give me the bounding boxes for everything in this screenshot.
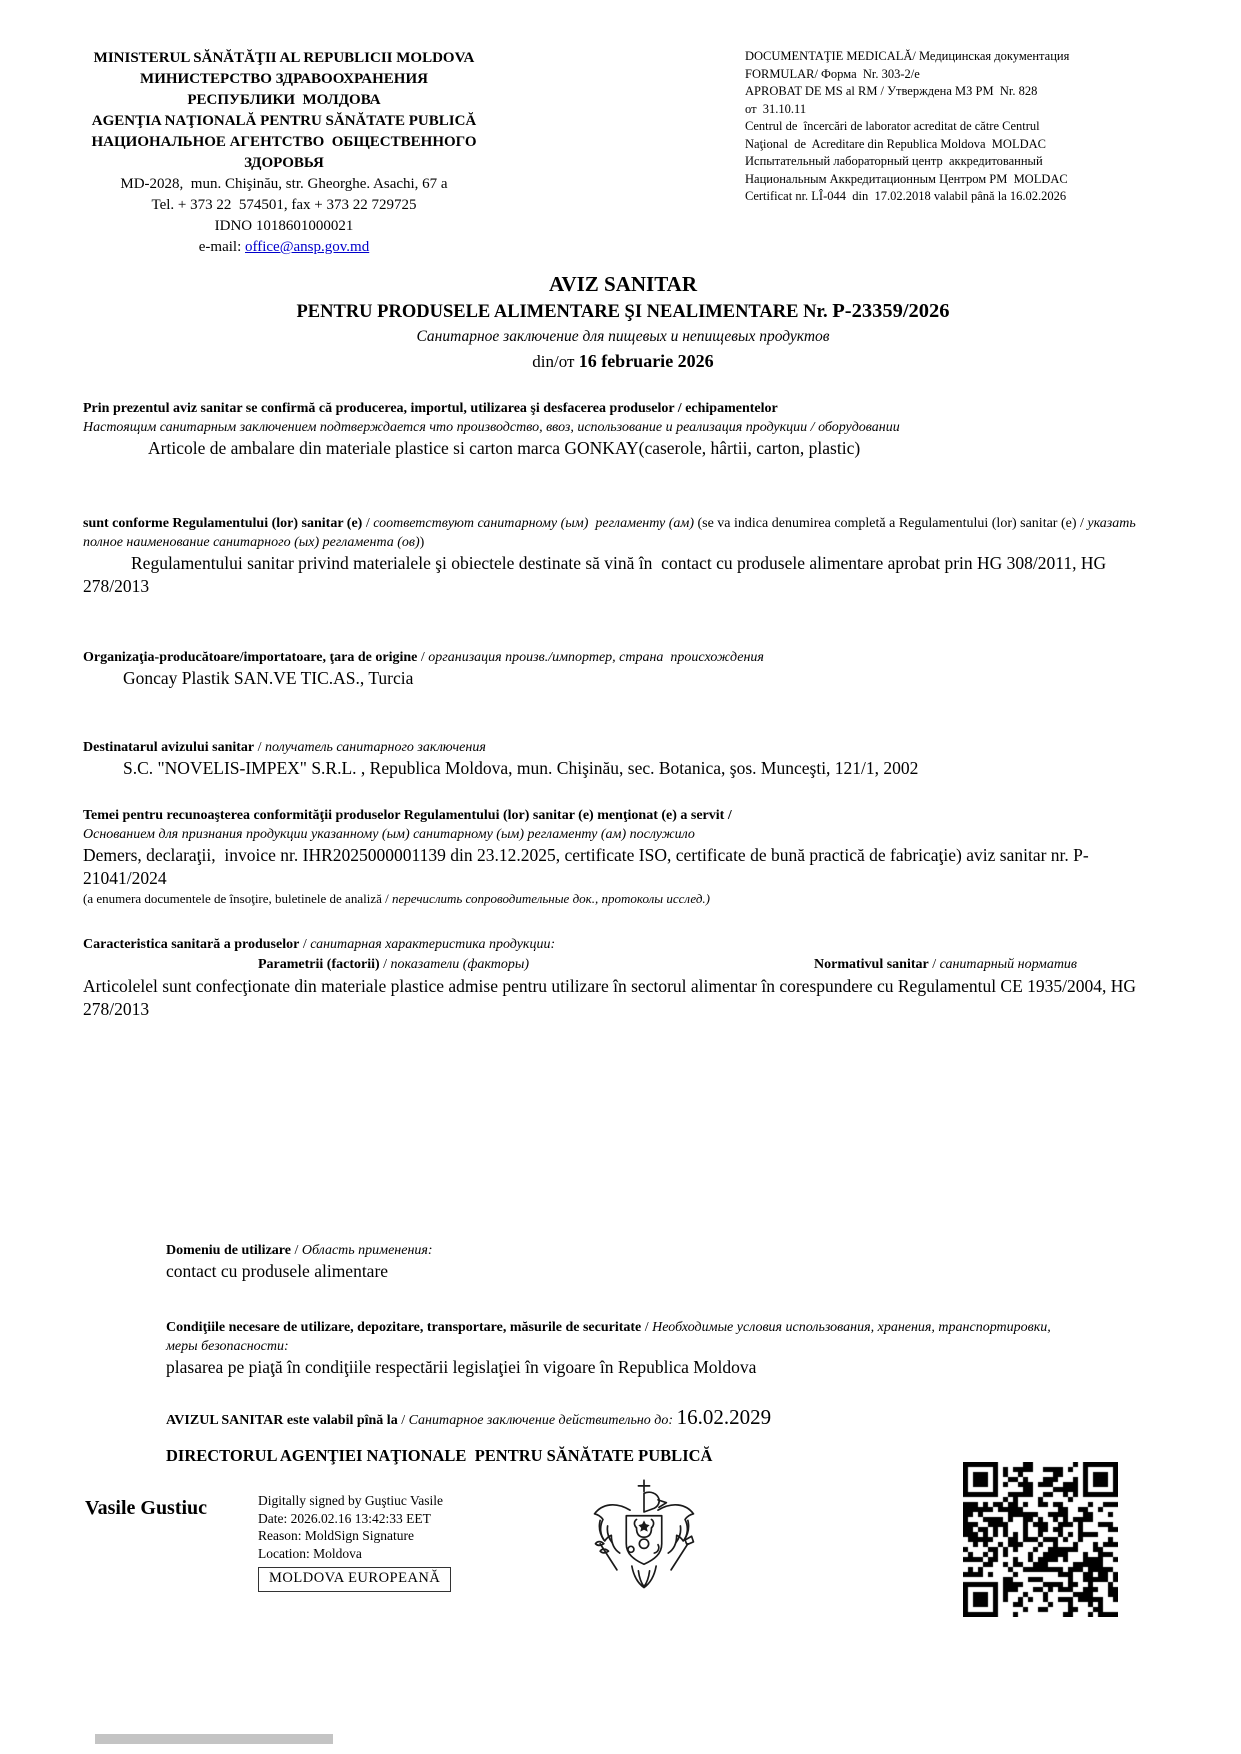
issue-date-line: [83, 348, 1163, 375]
email-label: e-mail:: [198, 239, 245, 255]
section-label-note: (se va indica denumirea completă a Regulamentului (lor) sanitar (e) /: [693, 516, 1088, 531]
section-label-ro: Domeniu de utilizare: [166, 1243, 291, 1258]
section-label-ro: Temei pentru recunoaşterea conformităţii produselor Regulamentului (lor) sanitar (e) menţionat (e) a servit /: [83, 808, 732, 823]
domain-value: contact cu produsele alimentare: [166, 1261, 389, 1281]
document-subtitle: [83, 298, 1163, 326]
section-label-note-ru: указать полное наименование санитарного (ых) регламента (ов): [83, 516, 1140, 550]
digital-signature-details: [258, 1492, 451, 1592]
signature-reason-line: Reason: MoldSign Signature: [258, 1528, 414, 1543]
section-label-ro: Prin prezentul aviz sanitar se confirmă că producerea, importul, utilizarea şi desfacerea produselor / echipamentelor: [83, 401, 778, 416]
section-basis: [83, 806, 1163, 907]
section-producer: [83, 648, 1163, 690]
form-approval-block: [745, 48, 1163, 206]
section-label-ru: санитарная характеристика продукции:: [310, 937, 556, 952]
lab-accreditation-line: Centrul de încercări de laborator acreditat de către Centrul: [745, 119, 1040, 133]
issuing-authority-block: [83, 48, 485, 258]
authority-phone-fax: Tel. + 373 22 574501, fax + 373 22 729725: [151, 197, 417, 213]
lab-accreditation-line: Испытательный лабораторный центр аккредитованный: [745, 154, 1043, 168]
director-title-line: DIRECTORUL AGENŢIEI NAŢIONALE PENTRU SĂNĂTATE PUBLICĂ: [166, 1446, 713, 1465]
validity-label-ru: Санитарное заключение действительно до:: [408, 1413, 677, 1428]
document-header: [83, 48, 1163, 258]
authority-name-line: AGENŢIA NAŢIONALĂ PENTRU SĂNĂTATE PUBLICĂ: [91, 113, 477, 129]
subtitle-text: PENTRU PRODUSELE ALIMENTARE ŞI NEALIMENTARE Nr.: [296, 302, 833, 322]
section-label-ru: Настоящим санитарным заключением подтверждается что производство, ввоз, использование и реализация продукции / оборудовании: [83, 420, 900, 435]
validity-date: 16.02.2029: [676, 1405, 772, 1429]
section-label-ro: sunt conforme Regulamentului (lor) sanitar (e): [83, 516, 363, 531]
section-recipient: [83, 738, 1163, 780]
label-separator: /: [928, 957, 940, 972]
label-separator: /: [254, 740, 266, 755]
authority-name-line: РЕСПУБЛИКИ МОЛДОВА: [187, 92, 381, 108]
basis-note-ru: перечислить сопроводительные док., протоколы исслед.): [391, 891, 710, 906]
signatory-name: Vasile Gustiuc: [85, 1497, 208, 1519]
authority-idno: IDNO 1018601000021: [214, 218, 354, 234]
section-label-ru: соответствуют санитарному (ым) регламенту (ам): [373, 516, 694, 531]
normative-col-label-ru: санитарный норматив: [939, 957, 1077, 972]
authority-name-line: MINISTERUL SĂNĂTĂŢII AL REPUBLICII MOLDOVA: [93, 50, 475, 66]
form-info-line: APROBAT DE MS al RM / Утверждена МЗ РМ Nr. 828: [745, 84, 1038, 98]
moldova-europeana-stamp: MOLDOVA EUROPEANĂ: [258, 1567, 451, 1592]
section-label-ro: Caracteristica sanitară a produselor: [83, 937, 300, 952]
section-label-ro: Condiţiile necesare de utilizare, depozitare, transportare, măsurile de securitate: [166, 1320, 642, 1335]
scan-artifact-bar: [95, 1734, 333, 1744]
email-link[interactable]: office@ansp.gov.md: [245, 239, 370, 255]
section-label-ru: Область применения:: [301, 1243, 433, 1258]
issue-date-label: din/от: [532, 352, 579, 371]
lab-accreditation-line: Naţional de Acreditare din Republica Moldova MOLDAC: [745, 136, 1046, 151]
document-title-block: [83, 270, 1163, 375]
section-label-ru: Необходимые условия использования, хранения, транспортировки, меры безопасности:: [166, 1320, 1055, 1354]
producer-value: Goncay Plastik SAN.VE TIC.AS., Turcia: [123, 668, 414, 688]
characteristics-value: Articolelel sunt confecţionate din materiale plastice admise pentru utilizare în sectorul alimentar în corespundere cu Regulamentul CE 1935/2004, HG 278/2013: [83, 976, 1141, 1019]
basis-documents: Demers, declaraţii, invoice nr. IHR2025000001139 din 23.12.2025, certificate ISO, certificate de bună practică de fabricaţie) aviz sanitar nr. P-21041/2024: [83, 845, 1089, 888]
conditions-value: plasarea pe piaţă în condiţiile respectării legislaţiei în vigoare în Republica Moldova: [166, 1357, 757, 1377]
label-separator: /: [299, 937, 311, 952]
recipient-value: S.C. "NOVELIS-IMPEX" S.R.L. , Republica Moldova, mun. Chişinău, sec. Botanica, şos. Munceşti, 121/1, 2002: [123, 758, 919, 778]
lab-certificate-line: Certificat nr. LÎ-044 din 17.02.2018 valabil până la 16.02.2026: [745, 189, 1067, 203]
authority-address: MD-2028, mun. Chişinău, str. Gheorghe. Asachi, 67 a: [120, 176, 448, 192]
section-conformity: [83, 514, 1163, 598]
parameters-col-label-ro: Parametrii (factorii): [258, 957, 380, 972]
authority-name-line: НАЦИОНАЛЬНОЕ АГЕНТСТВО ОБЩЕСТВЕННОГО: [91, 134, 477, 150]
section-conditions: [166, 1318, 1085, 1379]
section-label-ro: Destinatarul avizului sanitar: [83, 740, 255, 755]
normative-col-label-ro: Normativul sanitar: [814, 957, 929, 972]
label-separator: /: [379, 957, 391, 972]
basis-note-ro: (a enumera documentele de însoţire, buletinele de analiză /: [83, 891, 392, 906]
section-confirmation: [83, 399, 1163, 460]
validity-label-ro: AVIZUL SANITAR este valabil pînă la: [166, 1413, 398, 1428]
section-label-ro: Organizaţia-producătoare/importatoare, ţara de origine: [83, 650, 418, 665]
label-separator: /: [641, 1320, 653, 1335]
signature-date-line: Date: 2026.02.16 13:42:33 EET: [258, 1510, 431, 1526]
label-separator: /: [290, 1243, 302, 1258]
section-label-ru: Основанием для признания продукции указанному (ым) санитарному (ым) регламенту (ам) послужило: [83, 827, 695, 842]
characteristics-columns: [83, 954, 1163, 975]
label-separator: /: [397, 1413, 409, 1428]
document-title: AVIZ SANITAR: [548, 272, 697, 296]
moldova-coat-of-arms-icon: [588, 1476, 700, 1609]
qr-code: [963, 1462, 1118, 1617]
issue-date: 16 februarie 2026: [578, 351, 714, 371]
section-domain: [166, 1241, 1085, 1283]
label-separator: /: [417, 650, 429, 665]
lab-accreditation-line: Национальным Аккредитационным Центром РМ MOLDAC: [745, 171, 1068, 186]
document-subtitle-ru: Санитарное заключение для пищевых и непищевых продуктов: [416, 328, 830, 345]
section-validity: [166, 1405, 1085, 1430]
authority-name-line: ЗДОРОВЬЯ: [244, 155, 324, 171]
signature-line: Digitally signed by Guştiuc Vasile: [258, 1493, 443, 1508]
label-separator: /: [362, 516, 374, 531]
closing-paren: ): [419, 535, 425, 550]
section-characteristics: [83, 935, 1163, 1021]
authority-email-line: [83, 237, 485, 258]
authority-name-line: МИНИСТЕРСТВО ЗДРАВООХРАНЕНИЯ: [140, 71, 428, 87]
regulation-reference: Regulamentului sanitar privind materialele şi obiectele destinate să vină în contact cu produsele alimentare aprobat prin HG 308/2011, HG 278/2013: [83, 553, 1111, 596]
form-info-line: DOCUMENTAŢIE MEDICALĂ/ Медицинская документация: [745, 49, 1070, 63]
section-label-ru: организация произв./импортер, страна происхождения: [428, 650, 764, 665]
signature-location-line: Location: Moldova: [258, 1545, 362, 1561]
parameters-col-label-ru: показатели (факторы): [390, 957, 530, 972]
certificate-number: P-23359/2026: [832, 300, 950, 322]
section-label-ru: получатель санитарного заключения: [265, 740, 486, 755]
form-info-line: от 31.10.11: [745, 101, 807, 116]
product-description: Articole de ambalare din materiale plastice si carton marca GONKAY(caserole, hârtii, carton, plastic): [148, 438, 861, 458]
form-info-line: FORMULAR/ Форма Nr. 303-2/e: [745, 66, 920, 81]
